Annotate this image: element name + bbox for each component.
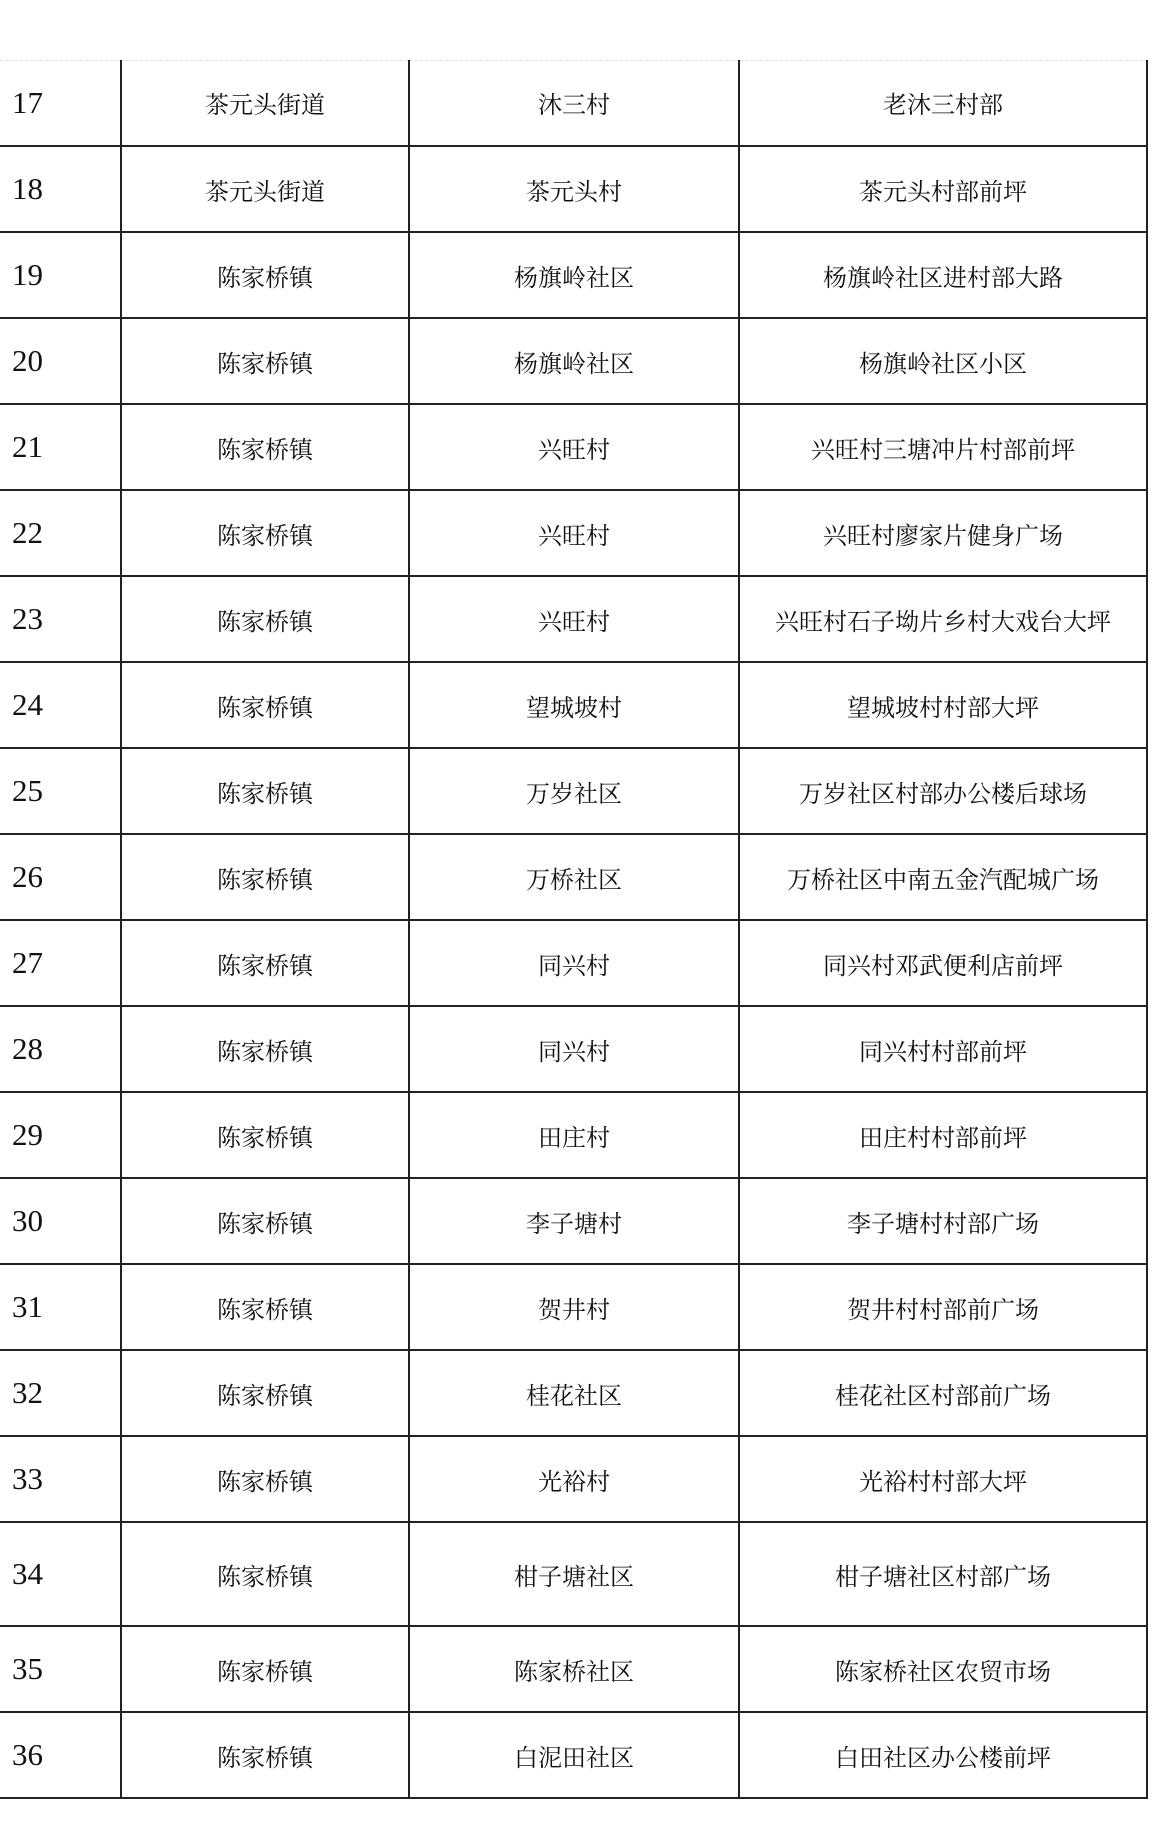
table-row (0, 146, 1147, 232)
table-row (0, 1626, 1147, 1712)
table-body (0, 60, 1147, 1798)
town-cell: 陈家桥镇 (121, 1626, 409, 1712)
village-cell: 万岁社区 (409, 748, 739, 834)
site-cell: 同兴村邓武便利店前坪 (739, 920, 1147, 1006)
table-row (0, 404, 1147, 490)
row-number: 33 (0, 1436, 121, 1522)
village-cell: 光裕村 (409, 1436, 739, 1522)
village-cell: 杨旗岭社区 (409, 318, 739, 404)
table-row (0, 318, 1147, 404)
town-cell: 陈家桥镇 (121, 1092, 409, 1178)
site-cell: 陈家桥社区农贸市场 (739, 1626, 1147, 1712)
town-cell: 茶元头街道 (121, 60, 409, 146)
site-cell: 柑子塘社区村部广场 (739, 1522, 1147, 1626)
row-number: 18 (0, 146, 121, 232)
site-table (0, 60, 1148, 1799)
town-cell: 陈家桥镇 (121, 576, 409, 662)
town-cell: 陈家桥镇 (121, 404, 409, 490)
table-row (0, 1436, 1147, 1522)
site-cell: 桂花社区村部前广场 (739, 1350, 1147, 1436)
site-cell: 田庄村村部前坪 (739, 1092, 1147, 1178)
village-cell: 万桥社区 (409, 834, 739, 920)
table-row (0, 60, 1147, 146)
site-cell: 茶元头村部前坪 (739, 146, 1147, 232)
village-cell: 望城坡村 (409, 662, 739, 748)
village-cell: 桂花社区 (409, 1350, 739, 1436)
village-cell: 陈家桥社区 (409, 1626, 739, 1712)
site-cell: 兴旺村石子坳片乡村大戏台大坪 (739, 576, 1147, 662)
table-row (0, 490, 1147, 576)
village-cell: 沐三村 (409, 60, 739, 146)
row-number: 28 (0, 1006, 121, 1092)
table-row (0, 576, 1147, 662)
site-cell: 同兴村村部前坪 (739, 1006, 1147, 1092)
site-cell: 光裕村村部大坪 (739, 1436, 1147, 1522)
row-number: 19 (0, 232, 121, 318)
town-cell: 陈家桥镇 (121, 1178, 409, 1264)
town-cell: 陈家桥镇 (121, 1350, 409, 1436)
table-row (0, 1178, 1147, 1264)
row-number: 29 (0, 1092, 121, 1178)
row-number: 23 (0, 576, 121, 662)
village-cell: 白泥田社区 (409, 1712, 739, 1798)
village-cell: 田庄村 (409, 1092, 739, 1178)
table-row (0, 1522, 1147, 1626)
row-number: 30 (0, 1178, 121, 1264)
row-number: 22 (0, 490, 121, 576)
site-cell: 贺井村村部前广场 (739, 1264, 1147, 1350)
table-row (0, 662, 1147, 748)
row-number: 32 (0, 1350, 121, 1436)
town-cell: 陈家桥镇 (121, 1436, 409, 1522)
site-cell: 兴旺村三塘冲片村部前坪 (739, 404, 1147, 490)
row-number: 27 (0, 920, 121, 1006)
town-cell: 陈家桥镇 (121, 1264, 409, 1350)
row-number: 36 (0, 1712, 121, 1798)
site-cell: 老沐三村部 (739, 60, 1147, 146)
row-number: 25 (0, 748, 121, 834)
town-cell: 陈家桥镇 (121, 834, 409, 920)
town-cell: 陈家桥镇 (121, 1006, 409, 1092)
row-number: 34 (0, 1522, 121, 1626)
site-cell: 杨旗岭社区小区 (739, 318, 1147, 404)
town-cell: 陈家桥镇 (121, 490, 409, 576)
village-cell: 同兴村 (409, 1006, 739, 1092)
row-number: 20 (0, 318, 121, 404)
village-cell: 兴旺村 (409, 404, 739, 490)
row-number: 26 (0, 834, 121, 920)
site-cell: 望城坡村村部大坪 (739, 662, 1147, 748)
village-cell: 柑子塘社区 (409, 1522, 739, 1626)
table-row (0, 920, 1147, 1006)
town-cell: 陈家桥镇 (121, 1522, 409, 1626)
town-cell: 陈家桥镇 (121, 232, 409, 318)
table-row (0, 232, 1147, 318)
row-number: 35 (0, 1626, 121, 1712)
site-cell: 万桥社区中南五金汽配城广场 (739, 834, 1147, 920)
village-cell: 兴旺村 (409, 576, 739, 662)
town-cell: 陈家桥镇 (121, 920, 409, 1006)
site-cell: 李子塘村村部广场 (739, 1178, 1147, 1264)
village-cell: 李子塘村 (409, 1178, 739, 1264)
village-cell: 茶元头村 (409, 146, 739, 232)
village-cell: 同兴村 (409, 920, 739, 1006)
table-row (0, 1264, 1147, 1350)
row-number: 17 (0, 60, 121, 146)
site-cell: 白田社区办公楼前坪 (739, 1712, 1147, 1798)
row-number: 24 (0, 662, 121, 748)
town-cell: 茶元头街道 (121, 146, 409, 232)
table-row (0, 1712, 1147, 1798)
town-cell: 陈家桥镇 (121, 662, 409, 748)
table-row (0, 834, 1147, 920)
village-cell: 兴旺村 (409, 490, 739, 576)
village-cell: 杨旗岭社区 (409, 232, 739, 318)
town-cell: 陈家桥镇 (121, 318, 409, 404)
town-cell: 陈家桥镇 (121, 1712, 409, 1798)
row-number: 21 (0, 404, 121, 490)
row-number: 31 (0, 1264, 121, 1350)
town-cell: 陈家桥镇 (121, 748, 409, 834)
table-row (0, 1006, 1147, 1092)
table-row (0, 748, 1147, 834)
table-row (0, 1092, 1147, 1178)
table-row (0, 1350, 1147, 1436)
site-cell: 兴旺村廖家片健身广场 (739, 490, 1147, 576)
village-cell: 贺井村 (409, 1264, 739, 1350)
site-cell: 杨旗岭社区进村部大路 (739, 232, 1147, 318)
site-cell: 万岁社区村部办公楼后球场 (739, 748, 1147, 834)
